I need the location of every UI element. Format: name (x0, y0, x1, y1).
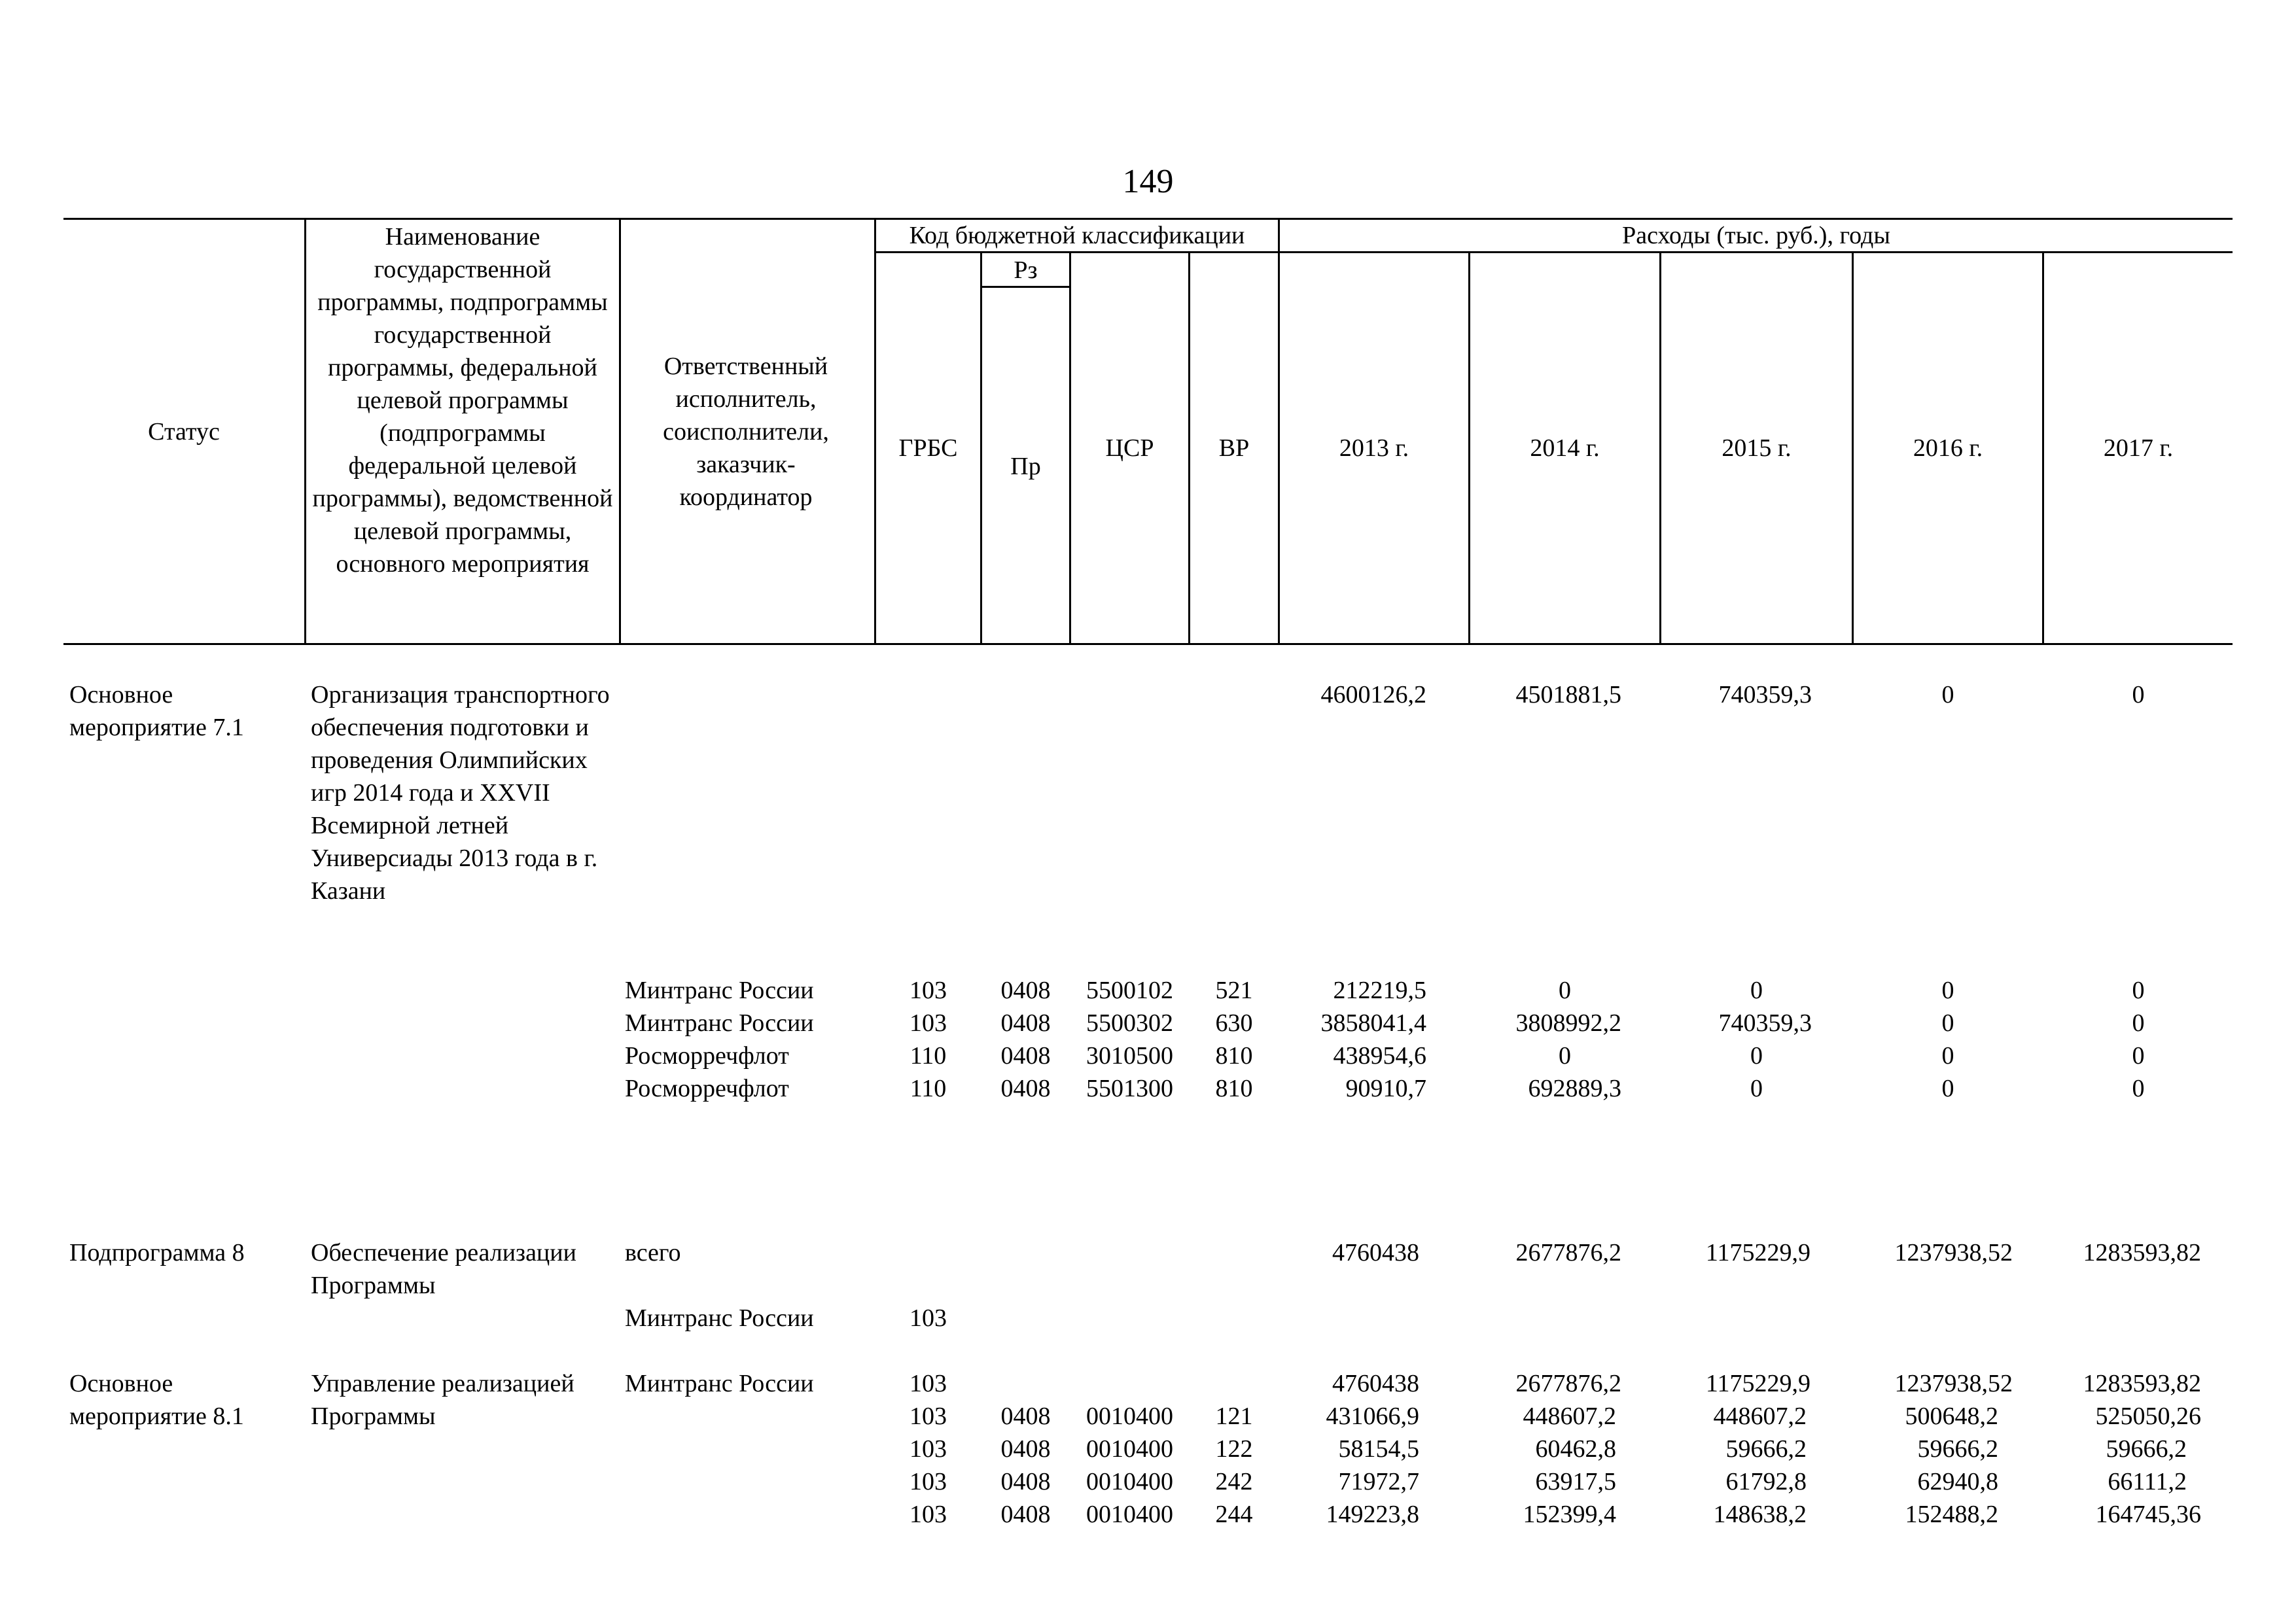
s71-status: Основное мероприятие 7.1 (69, 681, 244, 741)
row-2015: 0 (1750, 1075, 1763, 1102)
s71-total-2015: 740359,3 (1718, 681, 1812, 708)
p8-status: Подпрограмма 8 (69, 1239, 245, 1266)
s71-total-2014: 4501881,5 (1515, 681, 1621, 708)
row-csr: 0010400 (1086, 1468, 1173, 1495)
s81-total-2015: 1175229,9 (1705, 1370, 1810, 1397)
row-2017: 164745,36 (2095, 1501, 2201, 1528)
row-2016: 500648,2 (1905, 1403, 1998, 1430)
row-2013: 431066,9 (1326, 1403, 1419, 1430)
row-csr: 5501300 (1086, 1075, 1173, 1102)
row-grbs: 103 (910, 1403, 947, 1430)
s71-total-2017: 0 (2132, 681, 2145, 708)
vline-1 (304, 218, 306, 644)
row-2014: 0 (1559, 977, 1571, 1004)
header-budget-code: Код бюджетной классификации (909, 222, 1245, 249)
row-2013: 438954,6 (1333, 1042, 1426, 1070)
row-grbs: 110 (910, 1042, 947, 1070)
row-2014: 448607,2 (1523, 1403, 1616, 1430)
p8-total-2015: 1175229,9 (1705, 1239, 1810, 1266)
row-2016: 0 (1941, 1075, 1954, 1102)
row-grbs: 110 (910, 1075, 947, 1102)
row-2014: 692889,3 (1528, 1075, 1621, 1102)
row-2016: 152488,2 (1905, 1501, 1998, 1528)
row-2013: 58154,5 (1338, 1435, 1419, 1463)
row-csr: 0010400 (1086, 1501, 1173, 1528)
header-expenses: Расходы (тыс. руб.), годы (1622, 222, 1890, 249)
s81-total-2016: 1237938,52 (1894, 1370, 2013, 1397)
s71-total-2013: 4600126,2 (1320, 681, 1426, 708)
row-vr: 121 (1215, 1403, 1253, 1430)
row-2017: 59666,2 (2106, 1435, 2187, 1463)
header-executor: Ответственный исполнитель, соисполнители, заказчик-координатор (663, 353, 829, 511)
row-grbs: 103 (910, 1435, 947, 1463)
header-vr: ВР (1218, 434, 1250, 462)
s81-grbs: 103 (910, 1370, 947, 1397)
vline-2 (619, 218, 621, 644)
row-rzpr: 0408 (1000, 1501, 1051, 1528)
row-2015: 148638,2 (1713, 1501, 1807, 1528)
row-2015: 59666,2 (1725, 1435, 1807, 1463)
s81-status: Основное мероприятие 8.1 (69, 1370, 244, 1430)
row-rzpr: 0408 (1000, 1435, 1051, 1463)
row-2016: 0 (1941, 1042, 1954, 1070)
row-csr: 3010500 (1086, 1042, 1173, 1070)
row-csr: 5500102 (1086, 977, 1173, 1004)
row-2015: 740359,3 (1718, 1009, 1812, 1037)
row-2017: 0 (2132, 1075, 2145, 1102)
row-grbs: 103 (910, 977, 947, 1004)
p8-executor: всего (625, 1239, 681, 1266)
s81-name: Управление реализацией Программы (311, 1370, 574, 1430)
s71-total-2016: 0 (1941, 681, 1954, 708)
row-executor: Минтранс России (625, 977, 814, 1004)
s81-total-2014: 2677876,2 (1515, 1370, 1621, 1397)
header-csr: ЦСР (1105, 434, 1154, 462)
header-year-2015: 2015 г. (1722, 434, 1792, 462)
row-2016: 62940,8 (1917, 1468, 1998, 1495)
row-vr: 810 (1215, 1042, 1253, 1070)
row-2015: 448607,2 (1713, 1403, 1807, 1430)
row-2017: 0 (2132, 977, 2145, 1004)
p8-sub-grbs: 103 (910, 1304, 947, 1332)
header-year-2016: 2016 г. (1913, 434, 1983, 462)
row-2015: 61792,8 (1725, 1468, 1807, 1495)
row-2015: 0 (1750, 977, 1763, 1004)
header-year-2013: 2013 г. (1339, 434, 1409, 462)
header-status: Статус (148, 418, 220, 445)
row-rzpr: 0408 (1000, 977, 1051, 1004)
row-vr: 810 (1215, 1075, 1253, 1102)
vline-3 (874, 218, 876, 644)
row-grbs: 103 (910, 1501, 947, 1528)
row-rzpr: 0408 (1000, 1075, 1051, 1102)
row-2013: 149223,8 (1326, 1501, 1419, 1528)
p8-name: Обеспечение реализации Программы (311, 1239, 576, 1299)
row-executor: Росморречфлот (625, 1042, 789, 1070)
row-grbs: 103 (910, 1009, 947, 1037)
header-bottom-rule (63, 643, 2233, 645)
row-2014: 0 (1559, 1042, 1571, 1070)
row-2013: 212219,5 (1333, 977, 1426, 1004)
row-2017: 66111,2 (2108, 1468, 2187, 1495)
row-csr: 0010400 (1086, 1403, 1173, 1430)
row-2013: 90910,7 (1345, 1075, 1426, 1102)
row-executor: Минтранс России (625, 1009, 814, 1037)
row-2017: 0 (2132, 1042, 2145, 1070)
row-vr: 122 (1215, 1435, 1253, 1463)
header-pr: Пр (1010, 453, 1041, 480)
vline-4 (980, 253, 982, 644)
header-year-2017: 2017 г. (2103, 434, 2174, 462)
row-2014: 60462,8 (1535, 1435, 1616, 1463)
row-2016: 0 (1941, 1009, 1954, 1037)
row-2014: 3808992,2 (1515, 1009, 1621, 1037)
p8-total-2013: 4760438 (1332, 1239, 1419, 1266)
row-2013: 3858041,4 (1320, 1009, 1426, 1037)
row-2017: 525050,26 (2095, 1403, 2201, 1430)
p8-total-2016: 1237938,52 (1894, 1239, 2013, 1266)
row-2014: 63917,5 (1535, 1468, 1616, 1495)
row-csr: 0010400 (1086, 1435, 1173, 1463)
row-vr: 521 (1215, 977, 1253, 1004)
header-rz: Рз (1014, 256, 1038, 284)
row-2017: 0 (2132, 1009, 2145, 1037)
p8-sub-executor: Минтранс России (625, 1304, 814, 1332)
s81-executor: Минтранс России (625, 1370, 814, 1397)
row-2016: 0 (1941, 977, 1954, 1004)
vline-7 (1278, 218, 1280, 644)
header-year-2014: 2014 г. (1530, 434, 1600, 462)
s81-total-2017: 1283593,82 (2083, 1370, 2201, 1397)
row-vr: 244 (1215, 1501, 1253, 1528)
row-rzpr: 0408 (1000, 1009, 1051, 1037)
p8-total-2014: 2677876,2 (1515, 1239, 1621, 1266)
s71-name: Организация транспортного обеспечения подготовки и проведения Олимпийских игр 2014 года и XXVII Всемирной летней Универсиады 2013 года в г. Казани (311, 681, 610, 905)
header-name: Наименование государственной программы, подпрограммы государственной программы, федеральной целевой программы (подпрограммы федеральной целевой программы), ведомственной целевой программы, основного мероприятия (312, 223, 613, 578)
row-rzpr: 0408 (1000, 1042, 1051, 1070)
row-2016: 59666,2 (1917, 1435, 1998, 1463)
row-vr: 242 (1215, 1468, 1253, 1495)
row-2013: 71972,7 (1338, 1468, 1419, 1495)
row-rzpr: 0408 (1000, 1403, 1051, 1430)
row-grbs: 103 (910, 1468, 947, 1495)
header-grbs: ГРБС (898, 434, 958, 462)
row-executor: Росморречфлот (625, 1075, 789, 1102)
row-2015: 0 (1750, 1042, 1763, 1070)
row-2014: 152399,4 (1523, 1501, 1616, 1528)
s81-total-2013: 4760438 (1332, 1370, 1419, 1397)
page-number: 149 (1122, 163, 1174, 200)
p8-total-2017: 1283593,82 (2083, 1239, 2201, 1266)
row-vr: 630 (1215, 1009, 1253, 1037)
row-csr: 5500302 (1086, 1009, 1173, 1037)
row-rzpr: 0408 (1000, 1468, 1051, 1495)
